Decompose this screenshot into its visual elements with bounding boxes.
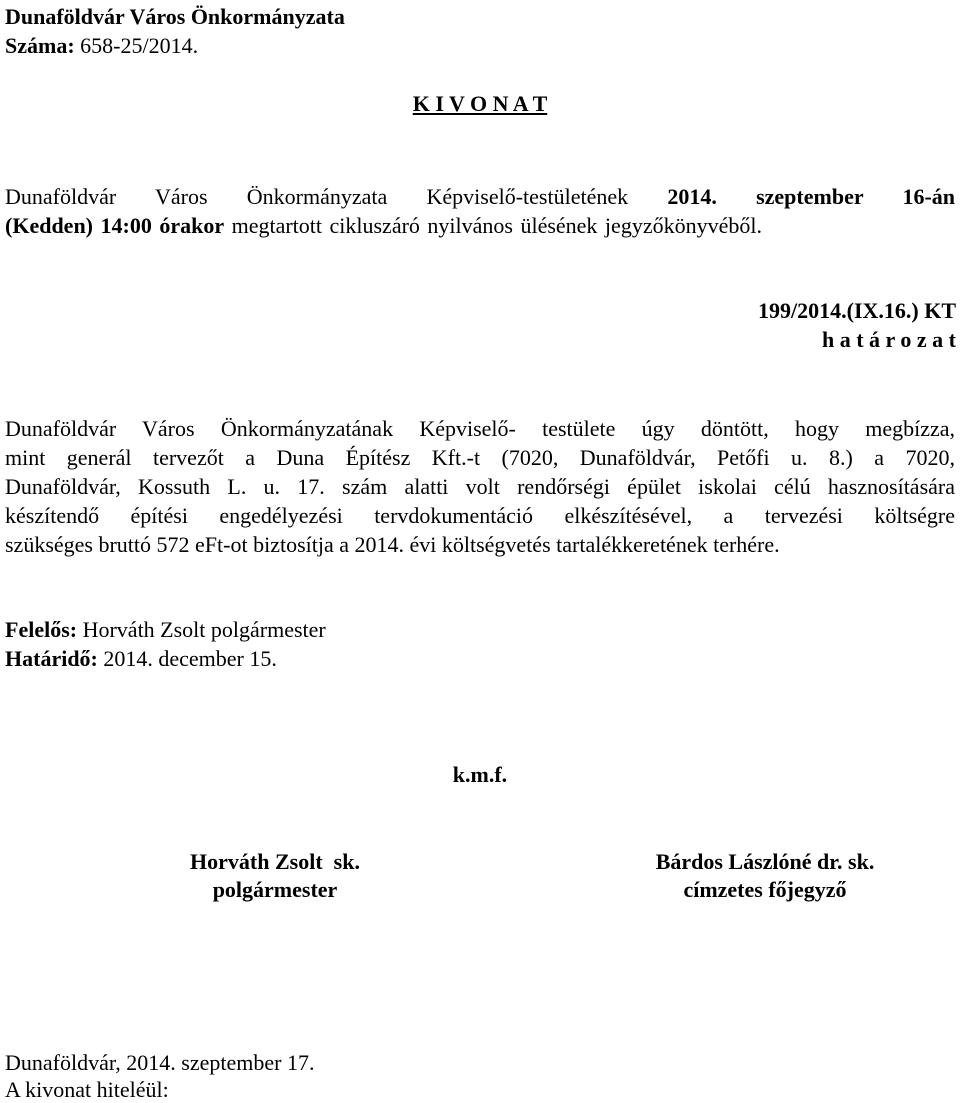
deadline-line [5, 646, 277, 672]
intro-line-2 [5, 211, 955, 240]
organization-name: Dunaföldvár Város Önkormányzata [5, 4, 345, 29]
body-line: mint generál tervezőt a Duna Építész Kft.-t (7020, Dunaföldvár, Petőfi u. 8.) a 7020, [5, 445, 955, 470]
deadline-label: Határidő: [5, 646, 98, 671]
certification-label: A kivonat hiteléül: [5, 1077, 169, 1102]
intro-meeting-time: (Kedden) 14:00 órakor [5, 213, 225, 238]
intro-paragraph [5, 182, 955, 240]
intro-line-1-text: Dunaföldvár Város Önkormányzata Képviselő-testületének [5, 184, 629, 209]
responsible-line [5, 617, 326, 643]
resolution-body [5, 414, 955, 559]
deadline-value: 2014. december 15. [103, 646, 277, 671]
signature-left-name: Horváth Zsolt sk. [190, 849, 360, 874]
signature-right-name: Bárdos Lászlóné dr. sk. [655, 849, 875, 874]
intro-line-2-text: megtartott cikluszáró nyilvános ülésének jegyzőkönyvéből. [231, 213, 762, 238]
body-line: Dunaföldvár, Kossuth L. u. 17. szám alatti volt rendőrségi épület iskolai célú hasznosítására [5, 474, 955, 499]
kmf-mark: k.m.f. [452, 762, 508, 787]
signature-left-title: polgármester [212, 877, 338, 902]
place-and-date: Dunaföldvár, 2014. szeptember 17. [5, 1050, 315, 1075]
body-line: Dunaföldvár Város Önkormányzatának Képviselő- testülete úgy döntött, hogy megbízza, [5, 416, 955, 441]
resolution-label: h a t á r o z a t [821, 327, 956, 352]
responsible-value: Horváth Zsolt polgármester [82, 617, 326, 642]
body-line: szükséges bruttó 572 eFt-ot biztosítja a 2014. évi költségvetés tartalékkeretének terhére. [5, 532, 780, 557]
document-number-label: Száma: [5, 33, 75, 58]
signature-right-title: címzetes főjegyző [683, 877, 847, 902]
body-line: készítendő építési engedélyezési tervdokumentáció elkészítésével, a tervezési költségre [5, 503, 955, 528]
document-number [5, 33, 198, 59]
intro-line-1 [5, 182, 955, 211]
resolution-number: 199/2014.(IX.16.) KT [758, 298, 956, 323]
document-number-value: 658-25/2014. [80, 33, 199, 58]
document-title: K I V O N A T [412, 91, 548, 116]
responsible-label: Felelős: [5, 617, 78, 642]
intro-meeting-date: 2014. szeptember 16-án [667, 184, 955, 209]
